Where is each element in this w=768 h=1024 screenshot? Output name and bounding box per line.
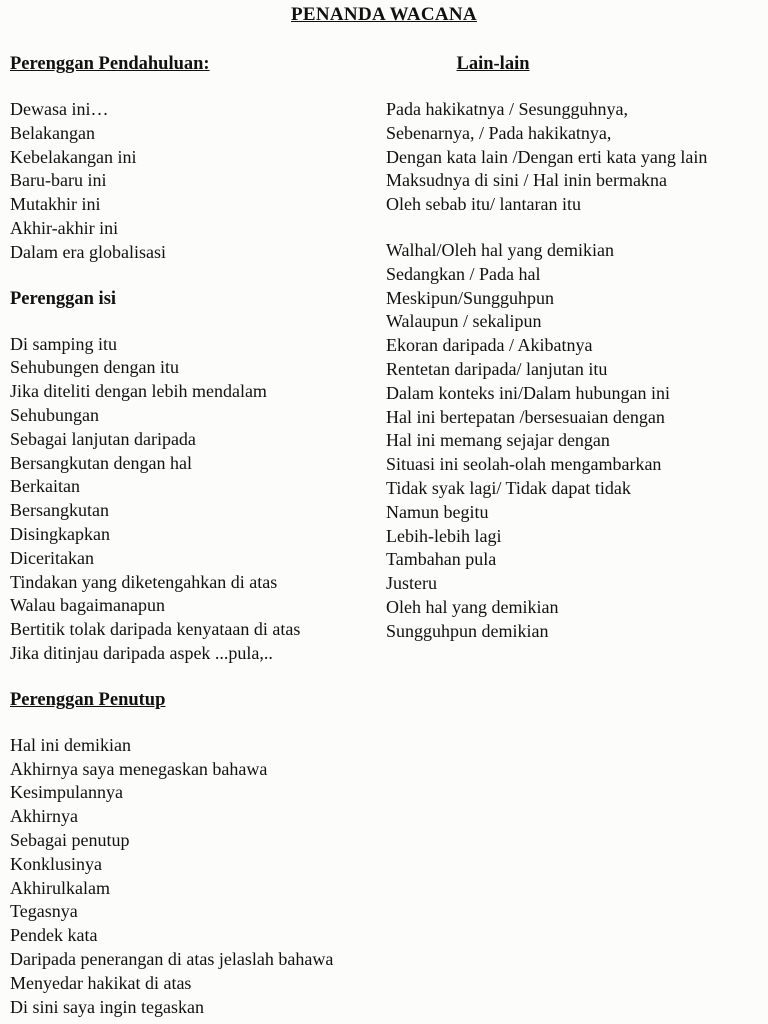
list-item: Pada hakikatnya / Sesungguhnya,: [386, 99, 628, 119]
list-item: Kesimpulannya: [10, 782, 123, 803]
others-list-group-2: [386, 239, 768, 644]
list-item: Walau bagaimanapun: [10, 595, 165, 616]
list-item: Jika diteliti dengan lebih mendalam: [10, 381, 267, 402]
list-item: Tidak syak lagi/ Tidak dapat tidak: [386, 477, 631, 498]
list-item: Hal ini memang sejajar dengan: [386, 430, 610, 451]
section-heading-closing: Perenggan Penutup: [10, 689, 166, 710]
list-item: Bertitik tolak daripada kenyataan di atas: [10, 619, 301, 640]
list-item: Sehubungen dengan itu: [10, 357, 179, 378]
list-item: Tindakan yang diketengahkan di atas: [10, 571, 278, 592]
list-item: Tegasnya: [10, 901, 78, 922]
list-item: Daripada penerangan di atas jelaslah bahawa: [10, 948, 334, 969]
list-item: Di samping itu: [10, 333, 117, 354]
spacer: [10, 265, 390, 287]
intro-list: [10, 98, 390, 265]
page-title: PENANDA WACANA: [291, 4, 477, 25]
list-item: Walhal/Oleh hal yang demikian: [386, 239, 614, 260]
list-item: Akhirnya: [10, 806, 78, 827]
section-heading-body: Perenggan isi: [10, 288, 117, 309]
list-item: Maksudnya di sini / Hal inin bermakna: [386, 170, 667, 191]
spacer: [386, 76, 768, 98]
list-item: Rentetan daripada/ lanjutan itu: [386, 358, 608, 379]
list-item: Lebih-lebih lagi: [386, 525, 502, 546]
list-item: Sedangkan / Pada hal: [386, 263, 541, 284]
right-column: [386, 52, 768, 644]
list-item: Mutakhir ini: [10, 194, 101, 215]
section-heading-others: Lain-lain: [456, 54, 530, 74]
list-item: Hal ini bertepatan /bersesuaian dengan: [386, 406, 665, 427]
list-item: Sehubungan: [10, 404, 99, 425]
list-item: Situasi ini seolah-olah mengambarkan: [386, 454, 662, 475]
list-item: Bersangkutan: [10, 500, 109, 521]
spacer: [10, 666, 390, 688]
list-item: Sebagai lanjutan daripada: [10, 428, 196, 449]
list-item: Meskipun/Sungguhpun: [386, 287, 555, 308]
list-item: Akhirnya saya menegaskan bahawa: [10, 758, 268, 779]
list-item: Menyedar hakikat di atas: [10, 972, 192, 993]
list-item: Ekoran daripada / Akibatnya: [386, 335, 593, 356]
list-item: Namun begitu: [386, 501, 489, 522]
list-item: Walaupun / sekalipun: [386, 311, 542, 332]
list-item: Diceritakan: [10, 547, 94, 568]
list-item: Baru-baru ini: [10, 170, 107, 191]
list-item: Dewasa ini…: [10, 99, 109, 119]
list-item: Sungguhpun demikian: [386, 620, 549, 641]
list-item: Disingkapkan: [10, 523, 110, 544]
body-list: [10, 333, 390, 666]
list-item: Akhirulkalam: [10, 877, 110, 898]
list-item: Akhir-akhir ini: [10, 217, 119, 238]
list-item: Belakangan: [10, 122, 95, 143]
list-item: Tambahan pula: [386, 549, 497, 570]
spacer: [386, 217, 768, 239]
list-item: Sebagai penutup: [10, 829, 130, 850]
list-item: Di sini saya ingin tegaskan: [10, 996, 204, 1017]
list-item: Justeru: [386, 573, 437, 594]
spacer: [10, 76, 390, 98]
closing-list: [10, 734, 390, 1020]
list-item: Oleh hal yang demikian: [386, 596, 559, 617]
list-item: Kebelakangan ini: [10, 146, 137, 167]
list-item: Dalam konteks ini/Dalam hubungan ini: [386, 382, 670, 403]
list-item: Berkaitan: [10, 476, 80, 497]
list-item: Hal ini demikian: [10, 734, 131, 755]
spacer: [10, 712, 390, 734]
list-item: Dengan kata lain /Dengan erti kata yang lain: [386, 146, 708, 167]
list-item: Jika ditinjau daripada aspek ...pula,..: [10, 642, 273, 663]
list-item: Bersangkutan dengan hal: [10, 452, 192, 473]
section-heading-intro: Perenggan Pendahuluan:: [10, 54, 210, 74]
list-item: Sebenarnya, / Pada hakikatnya,: [386, 122, 612, 143]
others-list-group-1: [386, 98, 768, 217]
list-item: Dalam era globalisasi: [10, 241, 166, 262]
list-item: Pendek kata: [10, 925, 98, 946]
list-item: Oleh sebab itu/ lantaran itu: [386, 194, 581, 215]
list-item: Konklusinya: [10, 853, 102, 874]
left-column: [10, 52, 390, 1019]
spacer: [10, 311, 390, 333]
